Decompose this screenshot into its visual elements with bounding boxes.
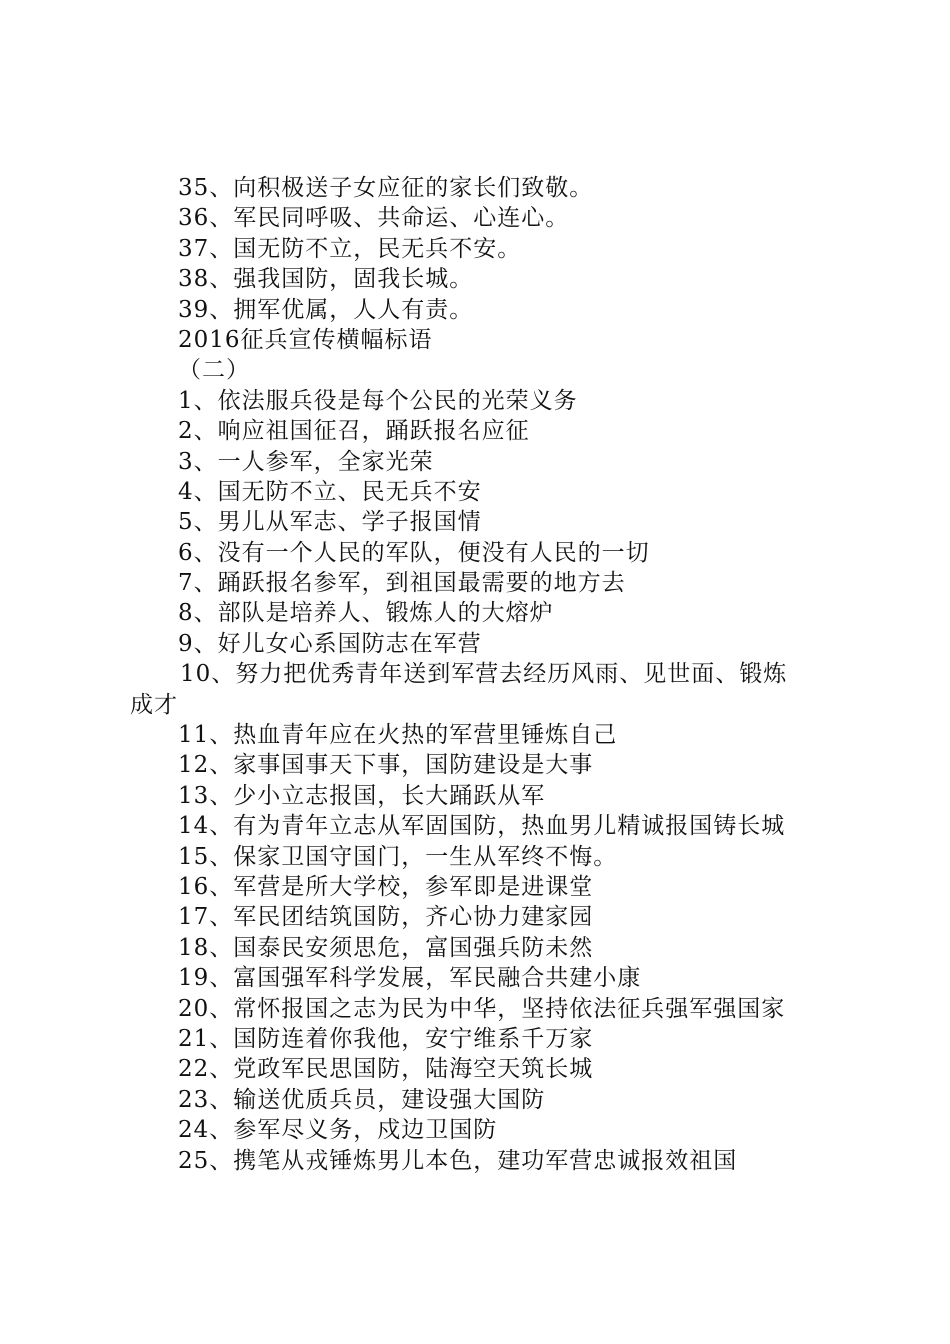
list-item: 38、强我国防，固我长城。 — [178, 266, 474, 293]
list-item: 35、向积极送子女应征的家长们致敬。 — [178, 175, 594, 201]
list-item: 21、国防连着你我他，安宁维系千万家 — [178, 1025, 594, 1052]
list-item: 7、踊跃报名参军，到祖国最需要的地方去 — [178, 570, 626, 597]
list-item: 3、一人参军，全家光荣 — [178, 448, 434, 475]
list-item: 14、有为青年立志从军固国防，热血男儿精诚报国铸长城 — [178, 813, 786, 840]
list-item: 24、参军尽义务，戍边卫国防 — [178, 1117, 498, 1144]
list-item: 17、军民团结筑国防，齐心协力建家园 — [178, 904, 594, 931]
list-item: 16、军营是所大学校，参军即是进课堂 — [178, 873, 594, 900]
list-item: 23、输送优质兵员，建设强大国防 — [178, 1086, 546, 1113]
list-item: 19、富国强军科学发展，军民融合共建小康 — [178, 965, 642, 992]
list-item: 11、热血青年应在火热的军营里锤炼自己 — [178, 722, 618, 749]
list-item: 5、男儿从军志、学子报国情 — [178, 509, 482, 536]
document-body — [130, 173, 830, 1176]
list-item: 22、党政军民思国防，陆海空天筑长城 — [178, 1056, 594, 1083]
list-item: 39、拥军优属，人人有责。 — [178, 296, 474, 323]
list-item: 4、国无防不立、民无兵不安 — [178, 478, 482, 505]
list-item: 37、国无防不立，民无兵不安。 — [178, 235, 522, 262]
list-item: 6、没有一个人民的军队，便没有人民的一切 — [178, 539, 650, 566]
list-item: 25、携笔从戎锤炼男儿本色，建功军营忠诚报效祖国 — [178, 1147, 738, 1174]
list-item: 2、响应祖国征召，踊跃报名应征 — [178, 418, 530, 445]
section-title: 2016征兵宣传横幅标语 — [178, 326, 433, 353]
list-item: 12、家事国事天下事，国防建设是大事 — [178, 752, 594, 779]
list-item: 13、少小立志报国，长大踊跃从军 — [178, 782, 546, 809]
list-item: 36、军民同呼吸、共命运、心连心。 — [178, 205, 570, 232]
list-item: 8、部队是培养人、锻炼人的大熔炉 — [178, 600, 554, 627]
list-item: 9、好儿女心系国防志在军营 — [178, 630, 482, 657]
section-subtitle: （二） — [178, 357, 250, 384]
list-item: 18、国泰民安须思危，富国强兵防未然 — [178, 934, 594, 961]
list-item-wrapped-first: 10、努力把优秀青年送到军营去经历风雨、见世面、锻炼 — [180, 661, 788, 688]
list-item: 20、常怀报国之志为民为中华，坚持依法征兵强军强国家 — [178, 995, 786, 1022]
list-item: 1、依法服兵役是每个公民的光荣义务 — [178, 387, 578, 414]
list-item-wrapped-continuation: 成才 — [130, 691, 178, 718]
list-item: 15、保家卫国守国门，一生从军终不悔。 — [178, 843, 618, 870]
